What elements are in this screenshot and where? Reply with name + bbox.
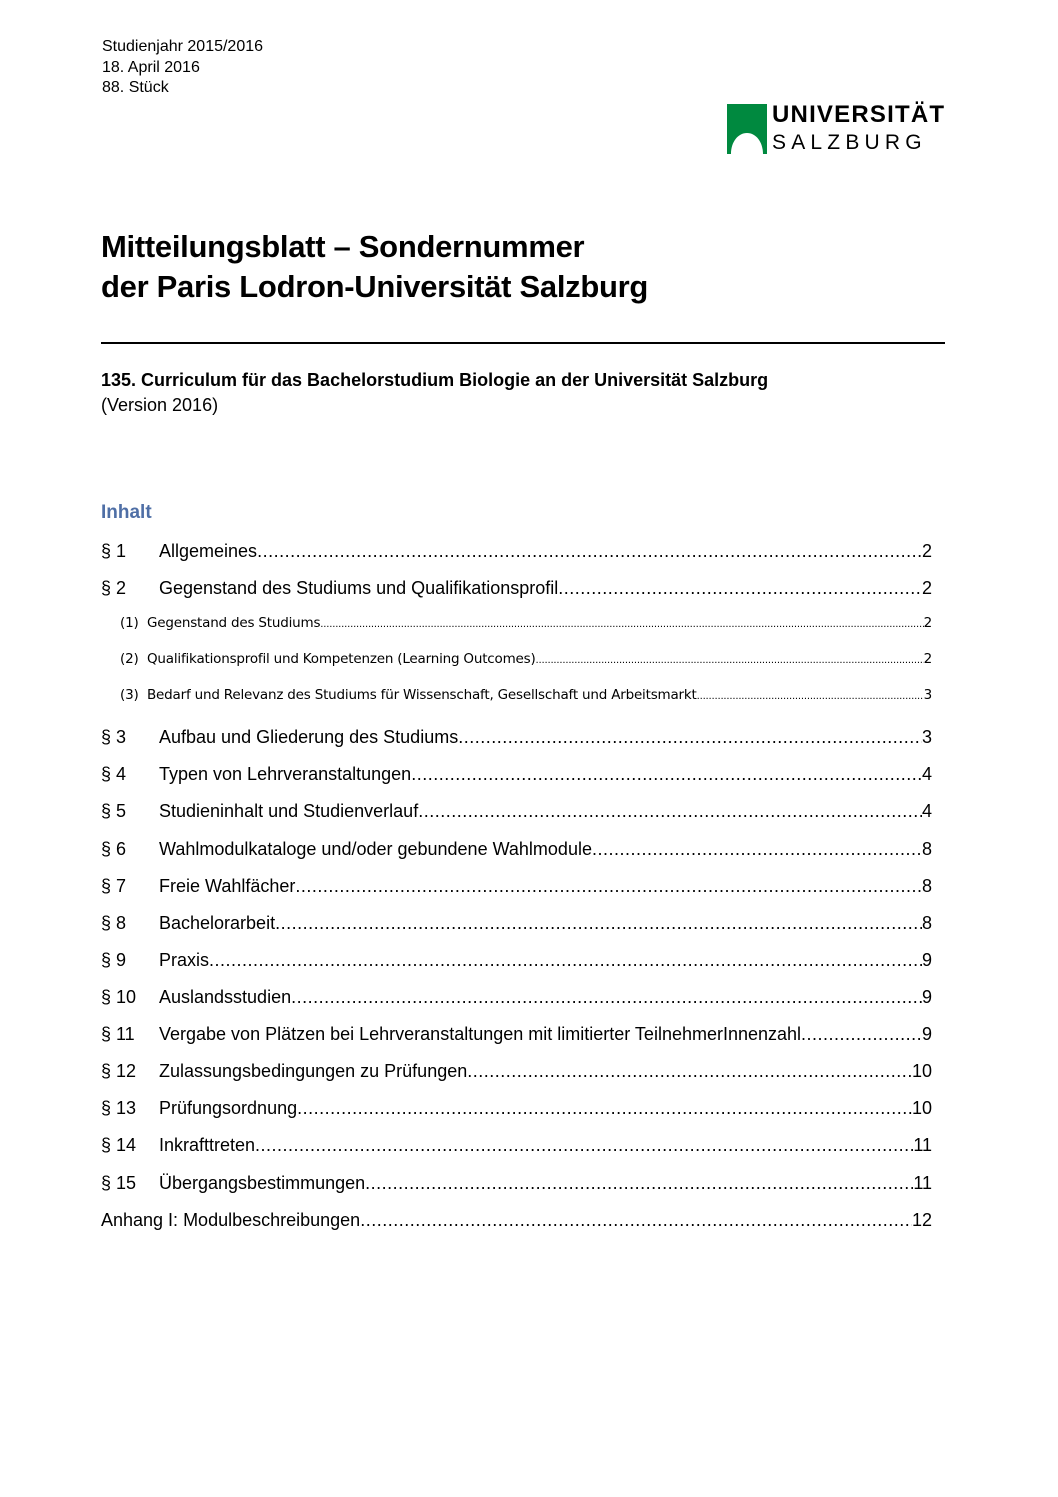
toc-entry-page: 11 — [913, 1135, 932, 1155]
toc-entry-title: Gegenstand des Studiums — [147, 615, 321, 631]
toc-entry-number: § 11 — [101, 1024, 135, 1044]
toc-entry-title: Übergangsbestimmungen — [159, 1173, 366, 1193]
toc-entry-title: Wahlmodulkataloge und/oder gebundene Wahlmodule — [159, 839, 592, 859]
toc-leader-dots — [360, 1210, 912, 1231]
toc-entry-page: 2 — [921, 578, 932, 598]
toc-entry-number: (3) — [120, 687, 139, 703]
issue-meta — [102, 37, 263, 99]
toc-leader-dots — [255, 1135, 913, 1156]
toc-entry-number: § 10 — [101, 987, 137, 1007]
toc-entry-page: 8 — [921, 876, 932, 896]
university-logo — [727, 101, 946, 154]
toc-subentry-2-2[interactable] — [101, 651, 932, 677]
toc-leader-dots — [275, 913, 922, 934]
toc-entry-number: § 1 — [101, 541, 127, 561]
toc-entry-page: 4 — [921, 764, 932, 784]
toc-entry-4[interactable] — [101, 764, 932, 790]
toc-entry-14[interactable] — [101, 1135, 932, 1161]
toc-entry-number: § 9 — [101, 950, 127, 970]
toc-entry-title: Freie Wahlfächer — [159, 876, 296, 896]
toc-leader-dots — [697, 691, 924, 702]
toc-entry-number: § 13 — [101, 1098, 137, 1118]
issue-number: 88. Stück — [102, 79, 169, 96]
toc-entry-title: Vergabe von Plätzen bei Lehrveranstaltungen mit limitierter TeilnehmerInnenzahl — [159, 1024, 802, 1044]
toc-entry-number: § 3 — [101, 727, 127, 747]
toc-entry-title: Prüfungsordnung — [159, 1098, 298, 1118]
toc-entry-page: 2 — [923, 615, 932, 631]
toc-entry-page: 8 — [921, 839, 932, 859]
toc-entry-3[interactable] — [101, 727, 932, 753]
toc-entry-number: § 12 — [101, 1061, 137, 1081]
toc-entry-title: Bedarf und Relevanz des Studiums für Wissenschaft, Gesellschaft und Arbeitsmarkt — [147, 687, 697, 703]
toc-entry-1[interactable] — [101, 541, 932, 567]
issue-date: 18. April 2016 — [102, 58, 200, 76]
toc-entry-2[interactable] — [101, 578, 932, 604]
toc-leader-dots — [418, 801, 922, 822]
toc-leader-dots — [411, 764, 922, 785]
toc-entry-number: § 14 — [101, 1135, 137, 1155]
toc-leader-dots — [320, 619, 923, 630]
toc-leader-dots — [467, 1061, 912, 1082]
toc-entry-appendix[interactable] — [101, 1210, 932, 1236]
toc-entry-title: Anhang I: Modulbeschreibungen — [101, 1210, 361, 1230]
toc-leader-dots — [801, 1024, 922, 1045]
section-version: (Version 2016) — [101, 395, 219, 415]
toc-entry-number: § 15 — [101, 1173, 137, 1193]
toc-leader-dots — [209, 950, 922, 971]
toc-entry-page: 10 — [911, 1098, 932, 1118]
toc-entry-6[interactable] — [101, 839, 932, 865]
toc-leader-dots — [536, 655, 924, 666]
toc-entry-number: § 4 — [101, 764, 127, 784]
toc-entry-10[interactable] — [101, 987, 932, 1013]
toc-heading: Inhalt — [101, 502, 152, 523]
toc-entry-12[interactable] — [101, 1061, 932, 1087]
toc-entry-number: (1) — [120, 615, 139, 631]
logo-text-universitaet: UNIVERSITÄT — [772, 101, 946, 128]
toc-entry-page: 9 — [921, 950, 932, 970]
title-divider — [101, 342, 945, 344]
page-title-line1: Mitteilungsblatt – Sondernummer — [101, 229, 585, 264]
toc-leader-dots — [297, 1098, 912, 1119]
toc-entry-title: Studieninhalt und Studienverlauf — [159, 801, 419, 821]
toc-leader-dots — [458, 727, 922, 748]
toc-leader-dots — [291, 987, 922, 1008]
page-title-line2: der Paris Lodron-Universität Salzburg — [101, 269, 649, 304]
toc-entry-5[interactable] — [101, 801, 932, 827]
toc-entry-title: Auslandsstudien — [159, 987, 292, 1007]
academic-year: Studienjahr 2015/2016 — [102, 38, 264, 55]
toc-leader-dots — [558, 578, 922, 599]
toc-entry-page: 3 — [923, 687, 932, 703]
toc-entry-page: 3 — [921, 727, 932, 747]
toc-entry-title: Aufbau und Gliederung des Studiums — [159, 727, 459, 747]
toc-entry-page: 2 — [923, 651, 932, 667]
toc-entry-8[interactable] — [101, 913, 932, 939]
toc-entry-page: 2 — [921, 541, 932, 561]
toc-leader-dots — [365, 1173, 913, 1194]
toc-entry-title: Praxis — [159, 950, 210, 970]
toc-entry-number: (2) — [120, 651, 139, 667]
toc-entry-title: Allgemeines — [159, 541, 258, 561]
toc-entry-title: Inkrafttreten — [159, 1135, 256, 1155]
toc-entry-page: 8 — [921, 913, 932, 933]
toc-entry-title: Bachelorarbeit — [159, 913, 276, 933]
toc-entry-title: Typen von Lehrveranstaltungen — [159, 764, 412, 784]
toc-entry-page: 10 — [911, 1061, 932, 1081]
toc-entry-title: Qualifikationsprofil und Kompetenzen (Learning Outcomes) — [147, 651, 536, 667]
toc-entry-title: Gegenstand des Studiums und Qualifikationsprofil — [159, 578, 559, 598]
toc-entry-title: Zulassungsbedingungen zu Prüfungen — [159, 1061, 468, 1081]
toc-subentry-2-1[interactable] — [101, 615, 932, 641]
toc-entry-11[interactable] — [101, 1024, 932, 1050]
logo-text-salzburg: SALZBURG — [772, 131, 927, 154]
toc-subentry-2-3[interactable] — [101, 687, 932, 713]
toc-entry-15[interactable] — [101, 1173, 932, 1199]
toc-leader-dots — [592, 839, 922, 860]
toc-entry-number: § 7 — [101, 876, 127, 896]
toc-entry-page: 9 — [921, 987, 932, 1007]
toc-entry-13[interactable] — [101, 1098, 932, 1124]
page-title — [101, 227, 648, 307]
toc-leader-dots — [257, 541, 922, 562]
toc-entry-9[interactable] — [101, 950, 932, 976]
toc-entry-number: § 6 — [101, 839, 127, 859]
arch-logo-icon — [727, 104, 767, 154]
toc-leader-dots — [295, 876, 922, 897]
toc-entry-7[interactable] — [101, 876, 932, 902]
toc-entry-number: § 5 — [101, 801, 127, 821]
section-title: 135. Curriculum für das Bachelorstudium Biologie an der Universität Salzburg — [101, 370, 769, 390]
toc-entry-page: 9 — [921, 1024, 932, 1044]
toc-entry-page: 4 — [921, 801, 932, 821]
toc-entry-number: § 8 — [101, 913, 127, 933]
toc-entry-number: § 2 — [101, 578, 127, 598]
toc-entry-page: 12 — [911, 1210, 932, 1230]
toc-entry-page: 11 — [913, 1173, 932, 1193]
